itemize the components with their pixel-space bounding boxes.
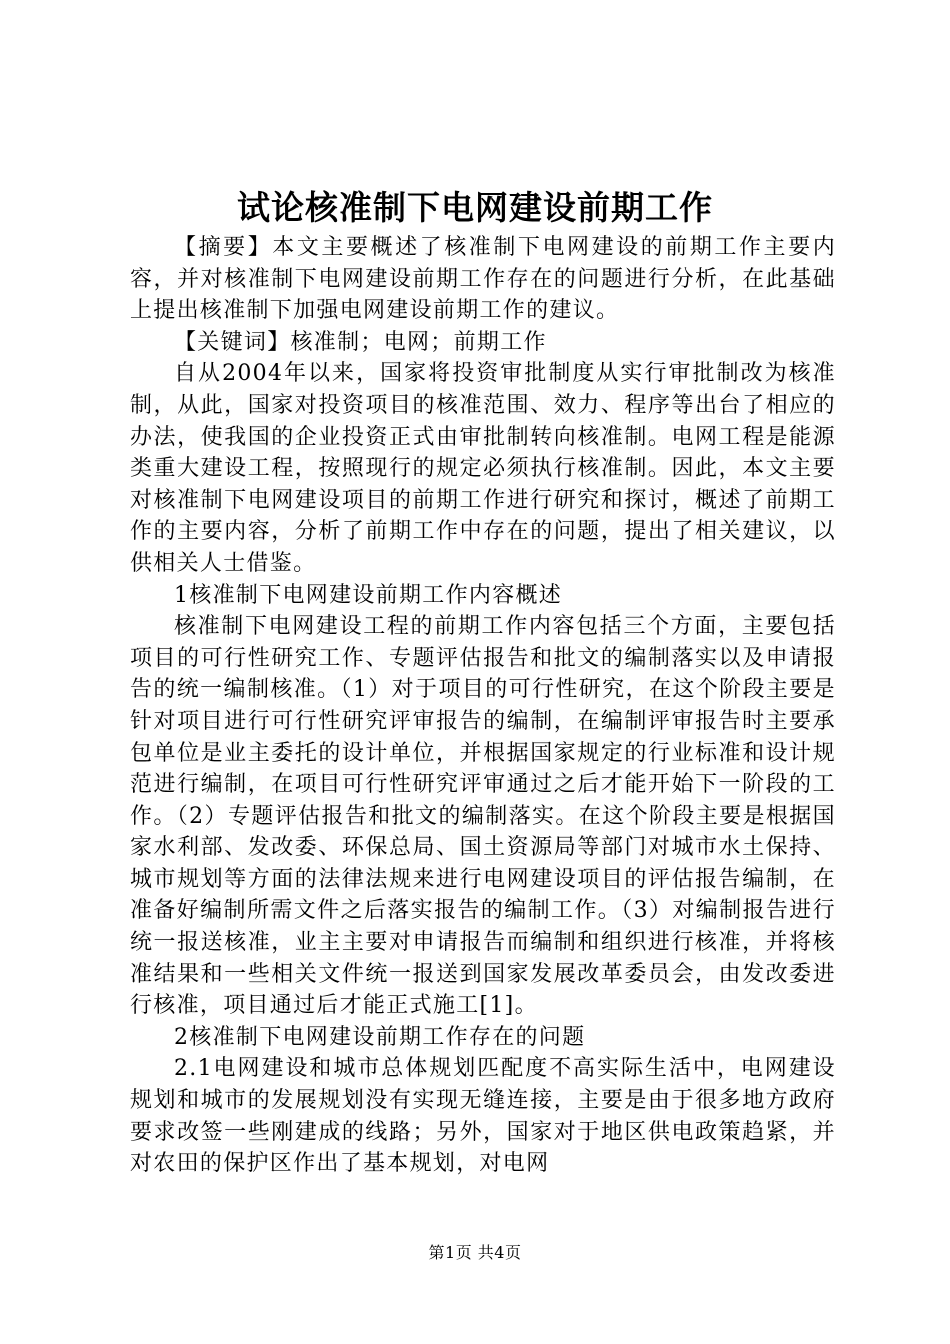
intro-paragraph: 自从2004年以来，国家将投资审批制度从实行审批制改为核准制，从此，国家对投资项目的核准范围、效力、程序等出台了相应的办法，使我国的企业投资正式由审批制转向核准制。电网工程是能源类重大建设工程，按照现行的规定必须执行核准制。因此，本文主要对核准制下电网建设项目的前期工作进行研究和探讨，概述了前期工作的主要内容，分析了前期工作中存在的问题，提出了相关建议，以供相关人士借鉴。 [130, 361, 836, 576]
document-title: 试论核准制下电网建设前期工作 [237, 188, 713, 227]
section-1-paragraph: 核准制下电网建设工程的前期工作内容包括三个方面，主要包括项目的可行性研究工作、专题评估报告和批文的编制落实以及申请报告的统一编制核准。（1）对于项目的可行性研究，在这个阶段主要是针对项目进行可行性研究评审报告的编制，在编制评审报告时主要承包单位是业主委托的设计单位，并根据国家规定的行业标准和设计规范进行编制，在项目可行性研究评审通过之后才能开始下一阶段的工作。（2）专题评估报告和批文的编制落实。在这个阶段主要是根据国家水利部、发改委、环保总局、国土资源局等部门对城市水土保持、城市规划等方面的法律法规来进行电网建设项目的评估报告编制，在准备好编制所需文件之后落实报告的编制工作。（3）对编制报告进行统一报送核准，业主主要对申请报告而编制和组织进行核准，并将核准结果和一些相关文件统一报送到国家发展改革委员会，由发改委进行核准，项目通过后才能正式施工[1]。 [130, 614, 836, 1019]
section-2-1-paragraph: 2.1电网建设和城市总体规划匹配度不高实际生活中，电网建设规划和城市的发展规划没有实现无缝连接，主要是由于很多地方政府要求改签一些刚建成的线路；另外，国家对于地区供电政策趋紧，并对农田的保护区作出了基本规划，对电网 [130, 1056, 836, 1177]
page-footer: 第1页 共4页 [428, 1243, 522, 1262]
section-heading-2: 2核准制下电网建设前期工作存在的问题 [174, 1024, 586, 1050]
section-heading-1: 1核准制下电网建设前期工作内容概述 [174, 582, 563, 608]
abstract-paragraph: 【摘要】本文主要概述了核准制下电网建设的前期工作主要内容，并对核准制下电网建设前期工作存在的问题进行分析，在此基础上提出核准制下加强电网建设前期工作的建议。 [130, 235, 836, 324]
keywords-paragraph: 【关键词】核准制；电网；前期工作 [174, 329, 547, 355]
document-body [130, 232, 836, 1180]
